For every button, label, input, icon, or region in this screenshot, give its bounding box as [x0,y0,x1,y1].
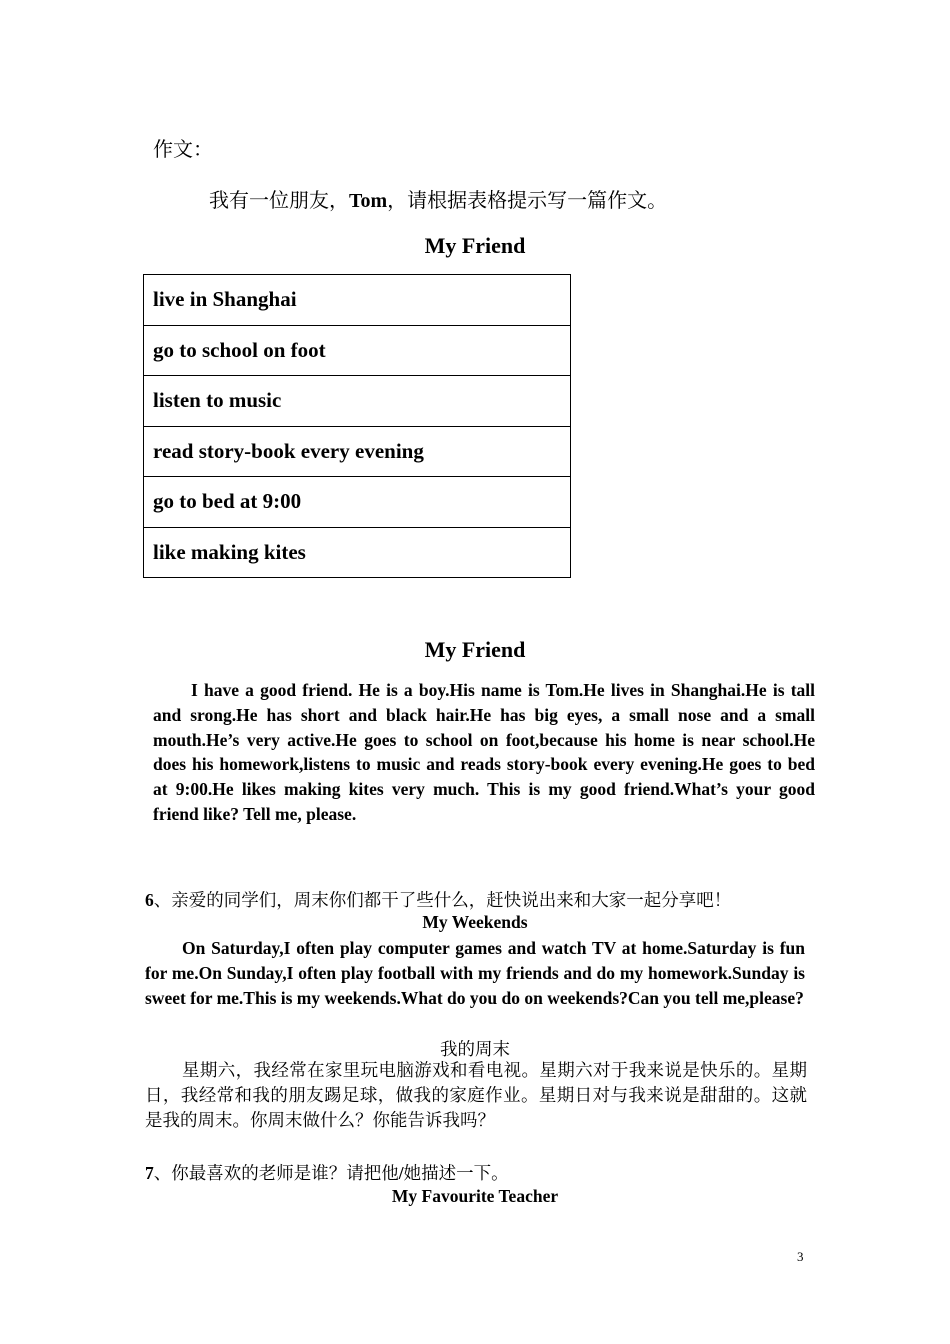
table-cell: read story-book every evening [144,426,571,477]
favourite-teacher-title: My Favourite Teacher [391,1186,559,1206]
essay-weekends-paragraph: On Saturday,I often play computer games and watch TV at home.Saturday is fun for me.On Sunday,I often play football with my friends and do my homework.Sunday is sweet for me.This is my weekends.What do you do on weekends?Can you tell me,please? [145,938,805,1008]
hints-table [143,274,571,578]
prompt-text-before: 我有一位朋友， [209,188,349,212]
essay-friend-paragraph: I have a good friend. He is a boy.His name is Tom.He lives in Shanghai.He is tall and srong.He has short and black hair.He has big eyes, a small nose and a small mouth.He’s very active.He goes to school on foot,because his home is near school.He does his homework,listens to music and reads story-book every evening.He goes to bed at 9:00.He likes making kites very much. This is my good friend.What’s your good friend like? Tell me, please. [153,680,815,824]
page-number: 3 [797,1249,804,1264]
essay-title: My Friend [424,637,526,662]
table-row [144,426,571,477]
weekends-title: My Weekends [422,912,528,932]
question-6 [145,887,731,912]
question-slash: / [398,1163,404,1183]
question-text-end: 她描述一下。 [403,1164,509,1184]
chinese-essay-paragraph: 星期六，我经常在家里玩电脑游戏和看电视。星期六对于我来说是快乐的。星期日，我经常和我的朋友踢足球，做我的家庭作业。星期日对与我来说是甜甜的。这就是我的周末。你周末做什么？你能告诉我吗？ [145,1061,807,1131]
prompt-name: Tom [349,190,388,212]
section-label: 作文： [153,137,213,161]
prompt-text-after: ，请根据表格提示写一篇作文。 [387,188,668,212]
question-text: 、你最喜欢的老师是谁？请把他 [153,1164,399,1184]
question-number: 7 [145,1163,154,1183]
chinese-title: 我的周末 [440,1040,510,1060]
table-row [144,275,571,326]
table-cell: listen to music [144,376,571,427]
question-number: 6 [145,890,154,910]
question-text: 、亲爱的同学们，周末你们都干了些什么，赶快说出来和大家一起分享吧！ [153,891,732,911]
table-title: My Friend [424,233,526,258]
table-cell: go to bed at 9:00 [144,477,571,528]
table-row [144,376,571,427]
table-row [144,325,571,376]
writing-prompt [209,184,667,213]
table-row [144,527,571,578]
table-cell: go to school on foot [144,325,571,376]
table-row [144,477,571,528]
table-cell: live in Shanghai [144,275,571,326]
question-7 [145,1160,509,1185]
table-cell: like making kites [144,527,571,578]
